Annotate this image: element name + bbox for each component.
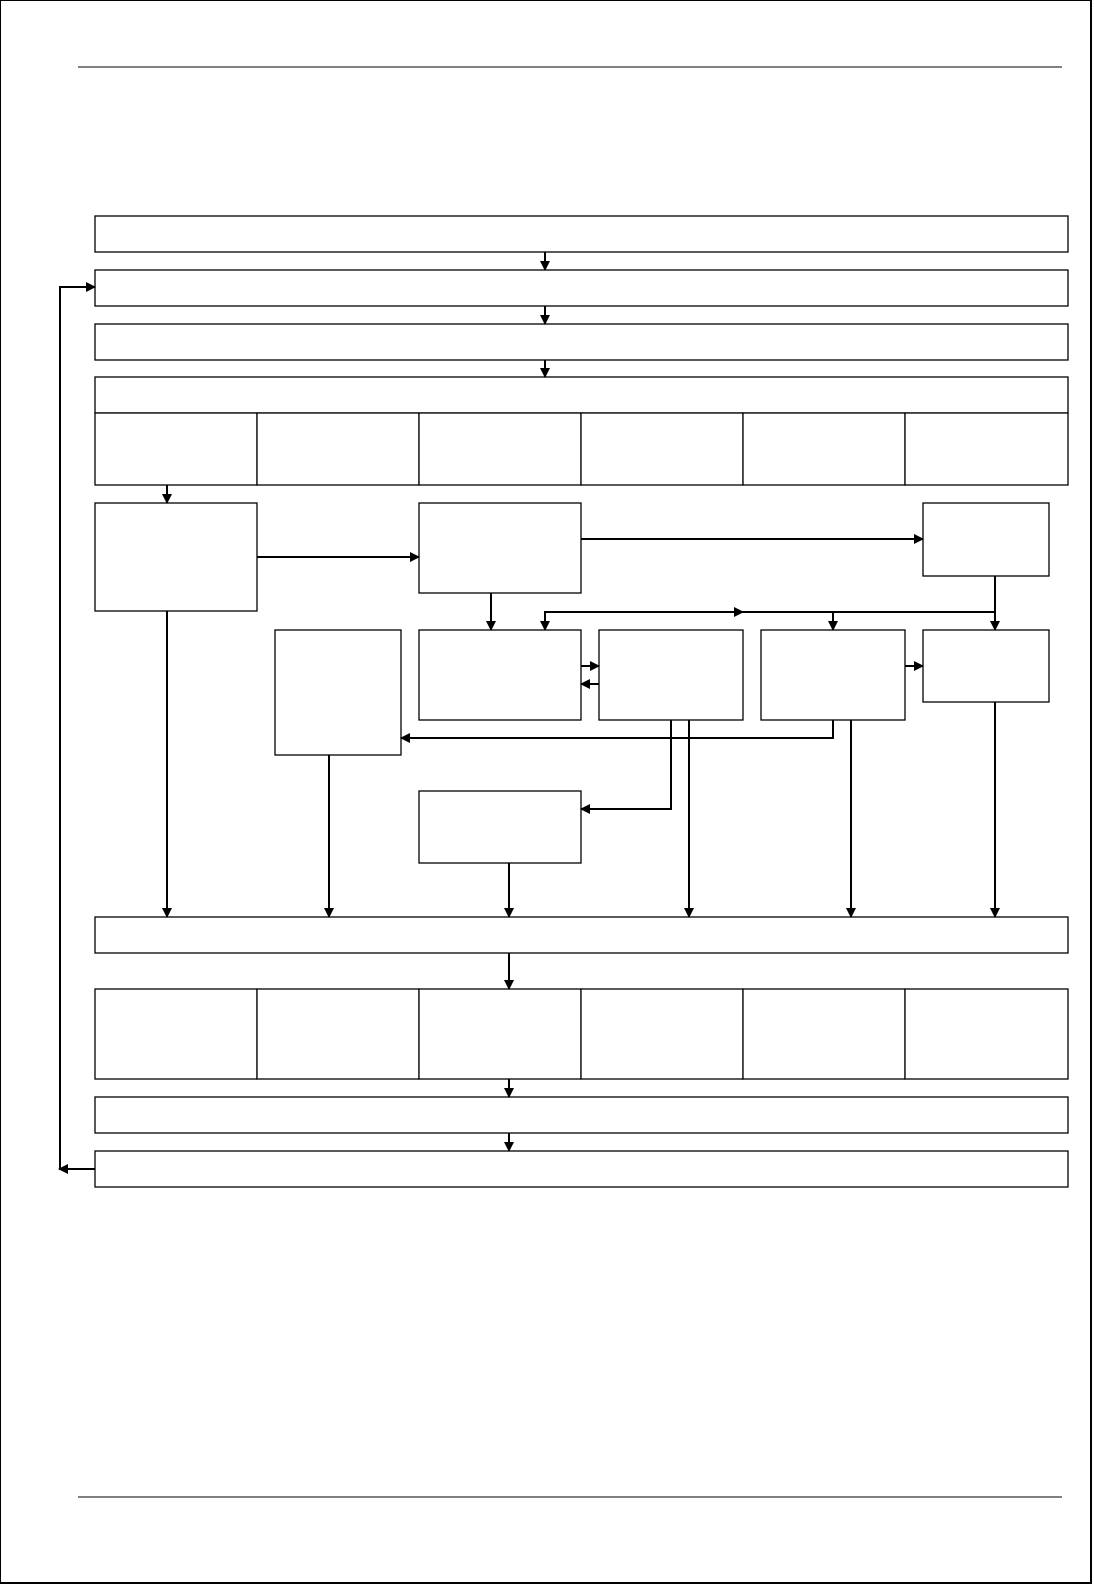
- row4-cell-2: [257, 413, 419, 485]
- box-center-process: [419, 503, 581, 593]
- row4-cell-5: [743, 413, 905, 485]
- box-mid-a: [419, 630, 581, 720]
- box-row3: [95, 324, 1068, 360]
- box-right-top: [923, 503, 1049, 576]
- box-bottom-cells: [95, 989, 1068, 1079]
- bottom-cell-5: [743, 989, 905, 1079]
- arrow-mid-c-tall-left: [401, 720, 833, 738]
- arrow-bus-mid-a: [545, 576, 995, 630]
- bottom-cell-3: [419, 989, 581, 1079]
- box-row-final: [95, 1151, 1068, 1187]
- box-left-process: [95, 503, 257, 611]
- box-mid-b: [599, 630, 743, 720]
- bottom-cell-4: [581, 989, 743, 1079]
- box-row4: [95, 377, 1068, 485]
- box-row1: [95, 216, 1068, 252]
- box-collector: [95, 917, 1068, 953]
- arrow-loop-back-row2: [60, 287, 95, 1169]
- row4-cell-3: [419, 413, 581, 485]
- bottom-cell-1: [95, 989, 257, 1079]
- row4-cell-4: [581, 413, 743, 485]
- arrow-mid-b-lower-center: [581, 720, 671, 809]
- box-row-pre-final: [95, 1097, 1068, 1133]
- row4-cell-1: [95, 413, 257, 485]
- box-mid-c: [761, 630, 905, 720]
- bottom-cell-6: [905, 989, 1068, 1079]
- box-row2: [95, 270, 1068, 306]
- bottom-cell-2: [257, 989, 419, 1079]
- box-lower-center: [419, 791, 581, 863]
- row4-cell-6: [905, 413, 1068, 485]
- box-tall-left: [275, 630, 401, 755]
- box-mid-d: [923, 630, 1049, 702]
